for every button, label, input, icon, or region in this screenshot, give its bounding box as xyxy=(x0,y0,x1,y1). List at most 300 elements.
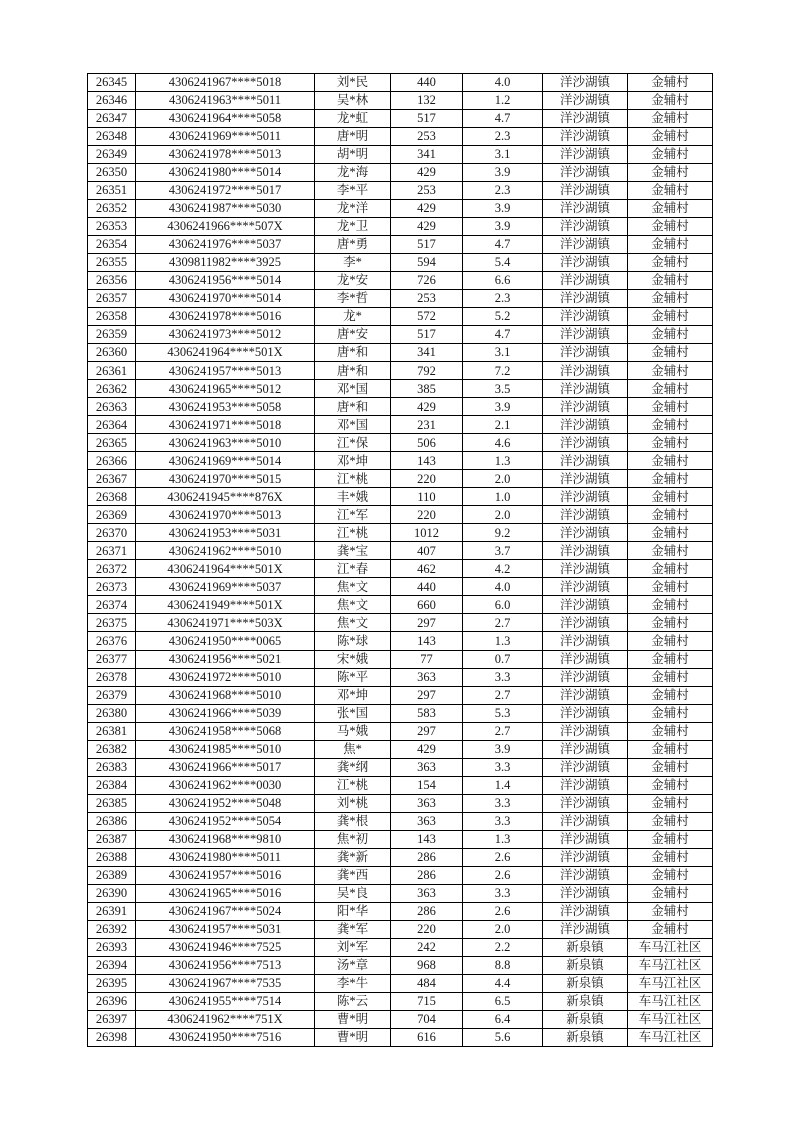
cell-seq: 26347 xyxy=(88,110,136,128)
cell-id-number: 4306241969****5037 xyxy=(136,578,315,596)
cell-village: 车马江社区 xyxy=(628,1028,713,1046)
cell-seq: 26379 xyxy=(88,686,136,704)
table-row xyxy=(88,848,713,866)
cell-seq: 26397 xyxy=(88,1010,136,1028)
cell-seq: 26353 xyxy=(88,218,136,236)
cell-id-number: 4306241966****5017 xyxy=(136,758,315,776)
cell-amount: 517 xyxy=(391,326,463,344)
cell-id-number: 4306241968****5010 xyxy=(136,686,315,704)
cell-id-number: 4306241964****501X xyxy=(136,344,315,362)
cell-village: 金辅村 xyxy=(628,182,713,200)
table-row xyxy=(88,920,713,938)
table-row xyxy=(88,1028,713,1046)
cell-village: 金辅村 xyxy=(628,200,713,218)
cell-name: 曹*明 xyxy=(315,1028,391,1046)
cell-value: 2.6 xyxy=(463,902,543,920)
cell-name: 张*国 xyxy=(315,704,391,722)
cell-name: 陈*平 xyxy=(315,668,391,686)
table-row xyxy=(88,614,713,632)
cell-value: 3.9 xyxy=(463,740,543,758)
cell-seq: 26385 xyxy=(88,794,136,812)
cell-name: 龚*宝 xyxy=(315,542,391,560)
cell-id-number: 4306241970****5014 xyxy=(136,290,315,308)
cell-amount: 286 xyxy=(391,902,463,920)
cell-amount: 440 xyxy=(391,74,463,92)
table-row xyxy=(88,758,713,776)
cell-village: 金辅村 xyxy=(628,218,713,236)
cell-name: 龚*新 xyxy=(315,848,391,866)
cell-amount: 231 xyxy=(391,416,463,434)
cell-town: 洋沙湖镇 xyxy=(543,470,628,488)
cell-name: 唐*明 xyxy=(315,128,391,146)
table-row xyxy=(88,650,713,668)
cell-id-number: 4306241972****5017 xyxy=(136,182,315,200)
cell-amount: 132 xyxy=(391,92,463,110)
cell-name: 龙*安 xyxy=(315,272,391,290)
cell-value: 3.3 xyxy=(463,668,543,686)
cell-amount: 968 xyxy=(391,956,463,974)
cell-town: 洋沙湖镇 xyxy=(543,794,628,812)
table-row xyxy=(88,866,713,884)
cell-town: 洋沙湖镇 xyxy=(543,254,628,272)
cell-name: 龙*卫 xyxy=(315,218,391,236)
table-row xyxy=(88,344,713,362)
cell-value: 5.2 xyxy=(463,308,543,326)
cell-seq: 26348 xyxy=(88,128,136,146)
cell-name: 龙*洋 xyxy=(315,200,391,218)
cell-amount: 583 xyxy=(391,704,463,722)
cell-amount: 363 xyxy=(391,668,463,686)
cell-name: 李*平 xyxy=(315,182,391,200)
cell-value: 2.7 xyxy=(463,686,543,704)
cell-id-number: 4306241966****5039 xyxy=(136,704,315,722)
cell-id-number: 4306241962****751X xyxy=(136,1010,315,1028)
cell-town: 洋沙湖镇 xyxy=(543,290,628,308)
cell-village: 金辅村 xyxy=(628,74,713,92)
table-row xyxy=(88,884,713,902)
cell-town: 洋沙湖镇 xyxy=(543,128,628,146)
cell-town: 洋沙湖镇 xyxy=(543,812,628,830)
cell-seq: 26383 xyxy=(88,758,136,776)
cell-name: 阳*华 xyxy=(315,902,391,920)
cell-id-number: 4306241967****5018 xyxy=(136,74,315,92)
cell-value: 3.9 xyxy=(463,398,543,416)
cell-amount: 220 xyxy=(391,506,463,524)
cell-village: 金辅村 xyxy=(628,506,713,524)
cell-value: 4.2 xyxy=(463,560,543,578)
table-row xyxy=(88,236,713,254)
cell-value: 5.6 xyxy=(463,1028,543,1046)
cell-amount: 154 xyxy=(391,776,463,794)
cell-town: 洋沙湖镇 xyxy=(543,596,628,614)
cell-seq: 26371 xyxy=(88,542,136,560)
cell-seq: 26365 xyxy=(88,434,136,452)
cell-id-number: 4306241949****501X xyxy=(136,596,315,614)
cell-village: 金辅村 xyxy=(628,812,713,830)
cell-name: 江*保 xyxy=(315,434,391,452)
table-row xyxy=(88,524,713,542)
cell-village: 金辅村 xyxy=(628,740,713,758)
cell-name: 丰*娥 xyxy=(315,488,391,506)
table-row xyxy=(88,488,713,506)
cell-name: 宋*娥 xyxy=(315,650,391,668)
table-row xyxy=(88,506,713,524)
cell-amount: 517 xyxy=(391,110,463,128)
cell-seq: 26354 xyxy=(88,236,136,254)
cell-name: 唐*和 xyxy=(315,362,391,380)
cell-id-number: 4306241956****5014 xyxy=(136,272,315,290)
cell-id-number: 4306241950****7516 xyxy=(136,1028,315,1046)
cell-amount: 407 xyxy=(391,542,463,560)
cell-amount: 517 xyxy=(391,236,463,254)
cell-amount: 429 xyxy=(391,218,463,236)
cell-name: 胡*明 xyxy=(315,146,391,164)
cell-town: 洋沙湖镇 xyxy=(543,308,628,326)
cell-village: 金辅村 xyxy=(628,290,713,308)
cell-village: 金辅村 xyxy=(628,164,713,182)
cell-village: 金辅村 xyxy=(628,272,713,290)
table-row xyxy=(88,416,713,434)
cell-village: 金辅村 xyxy=(628,128,713,146)
cell-village: 金辅村 xyxy=(628,794,713,812)
cell-id-number: 4306241976****5037 xyxy=(136,236,315,254)
cell-town: 洋沙湖镇 xyxy=(543,200,628,218)
cell-value: 2.7 xyxy=(463,614,543,632)
cell-name: 江*桃 xyxy=(315,470,391,488)
cell-id-number: 4306241973****5012 xyxy=(136,326,315,344)
cell-amount: 506 xyxy=(391,434,463,452)
cell-village: 金辅村 xyxy=(628,704,713,722)
cell-id-number: 4306241964****501X xyxy=(136,560,315,578)
cell-amount: 1012 xyxy=(391,524,463,542)
table-row xyxy=(88,596,713,614)
cell-amount: 429 xyxy=(391,398,463,416)
table-row xyxy=(88,902,713,920)
cell-town: 洋沙湖镇 xyxy=(543,452,628,470)
cell-name: 刘*军 xyxy=(315,938,391,956)
cell-value: 5.4 xyxy=(463,254,543,272)
cell-seq: 26352 xyxy=(88,200,136,218)
cell-seq: 26364 xyxy=(88,416,136,434)
cell-village: 金辅村 xyxy=(628,848,713,866)
cell-village: 金辅村 xyxy=(628,614,713,632)
cell-id-number: 4306241952****5054 xyxy=(136,812,315,830)
cell-amount: 616 xyxy=(391,1028,463,1046)
cell-village: 金辅村 xyxy=(628,416,713,434)
cell-seq: 26381 xyxy=(88,722,136,740)
cell-value: 6.4 xyxy=(463,1010,543,1028)
cell-amount: 792 xyxy=(391,362,463,380)
cell-seq: 26363 xyxy=(88,398,136,416)
cell-seq: 26345 xyxy=(88,74,136,92)
cell-seq: 26376 xyxy=(88,632,136,650)
cell-seq: 26349 xyxy=(88,146,136,164)
cell-id-number: 4306241962****0030 xyxy=(136,776,315,794)
cell-value: 2.0 xyxy=(463,470,543,488)
cell-town: 洋沙湖镇 xyxy=(543,758,628,776)
cell-seq: 26392 xyxy=(88,920,136,938)
cell-village: 金辅村 xyxy=(628,326,713,344)
cell-value: 1.3 xyxy=(463,830,543,848)
cell-town: 洋沙湖镇 xyxy=(543,362,628,380)
cell-village: 金辅村 xyxy=(628,758,713,776)
cell-seq: 26389 xyxy=(88,866,136,884)
cell-seq: 26346 xyxy=(88,92,136,110)
cell-id-number: 4306241957****5031 xyxy=(136,920,315,938)
cell-amount: 363 xyxy=(391,758,463,776)
cell-name: 江*桃 xyxy=(315,776,391,794)
cell-id-number: 4306241962****5010 xyxy=(136,542,315,560)
cell-name: 唐*安 xyxy=(315,326,391,344)
table-row xyxy=(88,146,713,164)
table-row xyxy=(88,992,713,1010)
cell-village: 金辅村 xyxy=(628,542,713,560)
cell-seq: 26387 xyxy=(88,830,136,848)
cell-town: 新泉镇 xyxy=(543,938,628,956)
table-row xyxy=(88,434,713,452)
cell-village: 车马江社区 xyxy=(628,956,713,974)
cell-seq: 26359 xyxy=(88,326,136,344)
cell-seq: 26350 xyxy=(88,164,136,182)
cell-value: 4.7 xyxy=(463,110,543,128)
cell-amount: 462 xyxy=(391,560,463,578)
cell-amount: 363 xyxy=(391,884,463,902)
cell-id-number: 4306241978****5013 xyxy=(136,146,315,164)
table-row xyxy=(88,272,713,290)
table-row xyxy=(88,956,713,974)
cell-amount: 572 xyxy=(391,308,463,326)
cell-value: 4.4 xyxy=(463,974,543,992)
cell-town: 洋沙湖镇 xyxy=(543,614,628,632)
cell-village: 金辅村 xyxy=(628,254,713,272)
cell-seq: 26391 xyxy=(88,902,136,920)
cell-village: 金辅村 xyxy=(628,308,713,326)
cell-seq: 26372 xyxy=(88,560,136,578)
cell-amount: 385 xyxy=(391,380,463,398)
cell-value: 2.6 xyxy=(463,866,543,884)
cell-name: 焦*初 xyxy=(315,830,391,848)
cell-amount: 429 xyxy=(391,200,463,218)
cell-village: 金辅村 xyxy=(628,560,713,578)
cell-seq: 26382 xyxy=(88,740,136,758)
cell-village: 车马江社区 xyxy=(628,1010,713,1028)
cell-town: 洋沙湖镇 xyxy=(543,146,628,164)
cell-amount: 341 xyxy=(391,146,463,164)
cell-value: 3.1 xyxy=(463,344,543,362)
cell-village: 金辅村 xyxy=(628,596,713,614)
cell-amount: 110 xyxy=(391,488,463,506)
cell-seq: 26377 xyxy=(88,650,136,668)
cell-village: 金辅村 xyxy=(628,452,713,470)
cell-name: 江*军 xyxy=(315,506,391,524)
cell-amount: 253 xyxy=(391,128,463,146)
cell-village: 金辅村 xyxy=(628,920,713,938)
cell-name: 龙*海 xyxy=(315,164,391,182)
cell-id-number: 4306241952****5048 xyxy=(136,794,315,812)
cell-village: 金辅村 xyxy=(628,470,713,488)
cell-id-number: 4306241969****5014 xyxy=(136,452,315,470)
cell-seq: 26393 xyxy=(88,938,136,956)
cell-amount: 594 xyxy=(391,254,463,272)
cell-value: 2.3 xyxy=(463,182,543,200)
cell-town: 洋沙湖镇 xyxy=(543,380,628,398)
cell-id-number: 4306241970****5013 xyxy=(136,506,315,524)
cell-village: 金辅村 xyxy=(628,650,713,668)
cell-id-number: 4306241967****7535 xyxy=(136,974,315,992)
cell-village: 金辅村 xyxy=(628,110,713,128)
cell-name: 陈*球 xyxy=(315,632,391,650)
cell-town: 洋沙湖镇 xyxy=(543,92,628,110)
cell-value: 2.0 xyxy=(463,920,543,938)
cell-value: 2.3 xyxy=(463,128,543,146)
table-row xyxy=(88,722,713,740)
cell-seq: 26386 xyxy=(88,812,136,830)
table-row xyxy=(88,290,713,308)
cell-seq: 26362 xyxy=(88,380,136,398)
cell-id-number: 4306241969****5011 xyxy=(136,128,315,146)
table-row xyxy=(88,776,713,794)
cell-town: 洋沙湖镇 xyxy=(543,344,628,362)
cell-name: 龚*西 xyxy=(315,866,391,884)
table-row xyxy=(88,830,713,848)
cell-value: 1.4 xyxy=(463,776,543,794)
cell-id-number: 4306241972****5010 xyxy=(136,668,315,686)
table-row xyxy=(88,218,713,236)
cell-town: 洋沙湖镇 xyxy=(543,74,628,92)
table-row xyxy=(88,74,713,92)
cell-town: 洋沙湖镇 xyxy=(543,218,628,236)
cell-town: 洋沙湖镇 xyxy=(543,434,628,452)
cell-id-number: 4306241946****7525 xyxy=(136,938,315,956)
cell-name: 龙* xyxy=(315,308,391,326)
cell-seq: 26370 xyxy=(88,524,136,542)
cell-seq: 26388 xyxy=(88,848,136,866)
table-row xyxy=(88,668,713,686)
cell-town: 洋沙湖镇 xyxy=(543,866,628,884)
cell-name: 陈*云 xyxy=(315,992,391,1010)
cell-village: 金辅村 xyxy=(628,236,713,254)
cell-village: 金辅村 xyxy=(628,632,713,650)
cell-seq: 26360 xyxy=(88,344,136,362)
cell-amount: 715 xyxy=(391,992,463,1010)
cell-amount: 363 xyxy=(391,812,463,830)
cell-town: 洋沙湖镇 xyxy=(543,848,628,866)
cell-amount: 297 xyxy=(391,686,463,704)
cell-town: 洋沙湖镇 xyxy=(543,110,628,128)
cell-name: 龚*军 xyxy=(315,920,391,938)
cell-id-number: 4306241958****5068 xyxy=(136,722,315,740)
cell-town: 洋沙湖镇 xyxy=(543,182,628,200)
cell-value: 3.5 xyxy=(463,380,543,398)
cell-town: 洋沙湖镇 xyxy=(543,488,628,506)
cell-value: 7.2 xyxy=(463,362,543,380)
cell-amount: 341 xyxy=(391,344,463,362)
cell-value: 6.0 xyxy=(463,596,543,614)
cell-value: 4.6 xyxy=(463,434,543,452)
cell-amount: 286 xyxy=(391,848,463,866)
cell-amount: 429 xyxy=(391,740,463,758)
cell-town: 洋沙湖镇 xyxy=(543,524,628,542)
cell-value: 3.7 xyxy=(463,542,543,560)
cell-village: 金辅村 xyxy=(628,578,713,596)
cell-town: 洋沙湖镇 xyxy=(543,578,628,596)
cell-seq: 26373 xyxy=(88,578,136,596)
table-row xyxy=(88,938,713,956)
cell-village: 金辅村 xyxy=(628,380,713,398)
cell-amount: 440 xyxy=(391,578,463,596)
cell-village: 金辅村 xyxy=(628,668,713,686)
cell-town: 洋沙湖镇 xyxy=(543,704,628,722)
table-row xyxy=(88,974,713,992)
table-row xyxy=(88,326,713,344)
cell-id-number: 4306241950****0065 xyxy=(136,632,315,650)
cell-id-number: 4306241980****5014 xyxy=(136,164,315,182)
cell-id-number: 4306241970****5015 xyxy=(136,470,315,488)
cell-value: 2.0 xyxy=(463,506,543,524)
cell-town: 洋沙湖镇 xyxy=(543,560,628,578)
cell-value: 9.2 xyxy=(463,524,543,542)
cell-village: 金辅村 xyxy=(628,398,713,416)
table-row xyxy=(88,740,713,758)
table-row xyxy=(88,164,713,182)
cell-amount: 77 xyxy=(391,650,463,668)
table-row xyxy=(88,92,713,110)
cell-town: 新泉镇 xyxy=(543,992,628,1010)
cell-value: 1.3 xyxy=(463,632,543,650)
cell-name: 龙*虹 xyxy=(315,110,391,128)
cell-value: 6.6 xyxy=(463,272,543,290)
cell-value: 4.0 xyxy=(463,578,543,596)
cell-value: 4.7 xyxy=(463,326,543,344)
cell-village: 金辅村 xyxy=(628,524,713,542)
cell-town: 洋沙湖镇 xyxy=(543,722,628,740)
cell-amount: 242 xyxy=(391,938,463,956)
cell-name: 唐*和 xyxy=(315,344,391,362)
cell-value: 4.7 xyxy=(463,236,543,254)
cell-amount: 297 xyxy=(391,614,463,632)
cell-town: 洋沙湖镇 xyxy=(543,902,628,920)
cell-value: 5.3 xyxy=(463,704,543,722)
cell-value: 2.3 xyxy=(463,290,543,308)
table-row xyxy=(88,200,713,218)
cell-town: 新泉镇 xyxy=(543,1010,628,1028)
cell-name: 曹*明 xyxy=(315,1010,391,1028)
cell-amount: 143 xyxy=(391,452,463,470)
cell-id-number: 4306241966****507X xyxy=(136,218,315,236)
cell-seq: 26351 xyxy=(88,182,136,200)
cell-seq: 26394 xyxy=(88,956,136,974)
cell-village: 金辅村 xyxy=(628,866,713,884)
cell-value: 3.3 xyxy=(463,812,543,830)
cell-name: 唐*和 xyxy=(315,398,391,416)
cell-village: 金辅村 xyxy=(628,902,713,920)
cell-id-number: 4306241964****5058 xyxy=(136,110,315,128)
cell-town: 新泉镇 xyxy=(543,1028,628,1046)
cell-name: 唐*勇 xyxy=(315,236,391,254)
cell-value: 8.8 xyxy=(463,956,543,974)
table-row xyxy=(88,110,713,128)
cell-name: 吴*林 xyxy=(315,92,391,110)
cell-village: 金辅村 xyxy=(628,884,713,902)
cell-town: 洋沙湖镇 xyxy=(543,272,628,290)
cell-id-number: 4306241957****5016 xyxy=(136,866,315,884)
cell-id-number: 4306241945****876X xyxy=(136,488,315,506)
cell-value: 1.0 xyxy=(463,488,543,506)
cell-value: 3.3 xyxy=(463,794,543,812)
cell-id-number: 4306241963****5010 xyxy=(136,434,315,452)
cell-value: 3.9 xyxy=(463,200,543,218)
table-row xyxy=(88,560,713,578)
